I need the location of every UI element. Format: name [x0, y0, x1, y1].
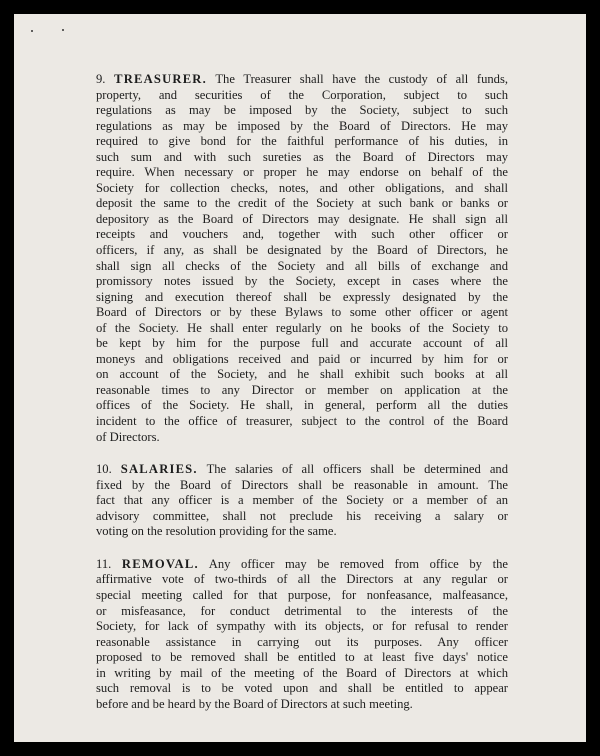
- text-line: fixed by the Board of Directors shall be reasonable in amount. The: [96, 477, 508, 492]
- section-heading: REMOVAL.: [121, 556, 199, 571]
- section-heading: TREASURER.: [114, 72, 207, 86]
- text-line: [96, 462, 508, 478]
- text-line: in writing by mail of the meeting of the Board of Directors at which: [96, 665, 508, 680]
- text-line: shall sign all checks of the Society and all bills of exchange and: [96, 258, 508, 273]
- text-line: affirmative vote of two-thirds of all the Directors at any regular or: [96, 572, 508, 587]
- text-line: incident to the office of treasurer, subject to the control of the Board: [96, 414, 508, 429]
- text-line: [96, 72, 508, 88]
- text-line: of Directors.: [96, 429, 160, 444]
- text-line: such removal is to be voted upon and shall be entitled to appear: [96, 681, 508, 696]
- section-text: The Treasurer shall have the custody of all funds,: [215, 72, 509, 86]
- text-line: reasonable times to any Director or member on application at the: [96, 382, 508, 397]
- section-paragraph: [96, 72, 508, 445]
- text-line: regulations as may be imposed by the Board of Directors. He may: [96, 118, 508, 133]
- text-line: offices of the Society. He shall, in general, perform all the duties: [96, 398, 508, 413]
- document-page: [14, 14, 586, 742]
- text-line: moneys and obligations received and paid or incurred by him for or: [96, 351, 508, 366]
- text-line: voting on the resolution providing for the same.: [96, 524, 337, 539]
- text-line: of the Society. He shall enter regularly on he books of the Society to: [96, 320, 508, 335]
- text-line: special meeting called for that purpose, for nonfeasance, malfeasance,: [96, 587, 508, 602]
- section-paragraph: [96, 462, 508, 540]
- text-line: before and be heard by the Board of Directors at such meeting.: [96, 696, 413, 711]
- scan-speck: [62, 29, 64, 31]
- text-line: require. When necessary or proper he may endorse on behalf of the: [96, 165, 508, 180]
- text-line: promissory notes issued by the Society, except in cases where the: [96, 274, 508, 289]
- text-line: Society for collection checks, notes, and other obligations, and shall: [96, 180, 508, 195]
- text-line: reasonable assistance in carrying out its purposes. Any officer: [96, 634, 508, 649]
- text-line: or misfeasance, for conduct detrimental to the interests of the: [96, 603, 508, 618]
- text-line: fact that any officer is a member of the Society or a member of an: [96, 493, 508, 508]
- text-line: on account of the Society, and he shall exhibit such books at all: [96, 367, 508, 382]
- text-line: be kept by him for the purpose full and accurate account of all: [96, 336, 508, 351]
- section-number: 9.: [96, 72, 106, 86]
- text-line: signing and execution thereof shall be expressly designated by the: [96, 289, 508, 304]
- section-paragraph: [96, 557, 508, 712]
- section-heading: SALARIES.: [120, 462, 198, 477]
- text-line: depository as the Board of Directors may designate. He shall sign all: [96, 211, 508, 226]
- text-line: [96, 557, 508, 573]
- section-text: The salaries of all officers shall be determined and: [206, 462, 509, 477]
- text-line: deposit the same to the credit of the Society at such bank or banks or: [96, 196, 508, 211]
- text-line: property, and securities of the Corporation, subject to such: [96, 87, 508, 102]
- section-number: 10.: [96, 462, 112, 477]
- text-line: Society, for lack of sympathy with its objects, or for refusal to render: [96, 619, 508, 634]
- text-line: Board of Directors or by these Bylaws to some other officer or agent: [96, 305, 508, 320]
- text-line: advisory committee, shall not preclude his receiving a salary or: [96, 508, 508, 523]
- text-line: such sum and with such sureties as the Board of Directors may: [96, 149, 508, 164]
- section-number: 11.: [96, 556, 112, 571]
- text-line: receipts and vouchers and, together with such other officer or: [96, 227, 508, 242]
- text-line: proposed to be removed shall be entitled to at least five days' notice: [96, 650, 508, 665]
- text-line: officers, if any, as shall be designated by the Board of Directors, he: [96, 243, 508, 258]
- text-line: required to give bond for the faithful performance of his duties, in: [96, 134, 508, 149]
- text-line: regulations as may be imposed by the Society, subject to such: [96, 103, 508, 118]
- document-body: [96, 72, 508, 729]
- section-text: Any officer may be removed from office by the: [208, 556, 508, 571]
- scan-speck: [31, 30, 33, 32]
